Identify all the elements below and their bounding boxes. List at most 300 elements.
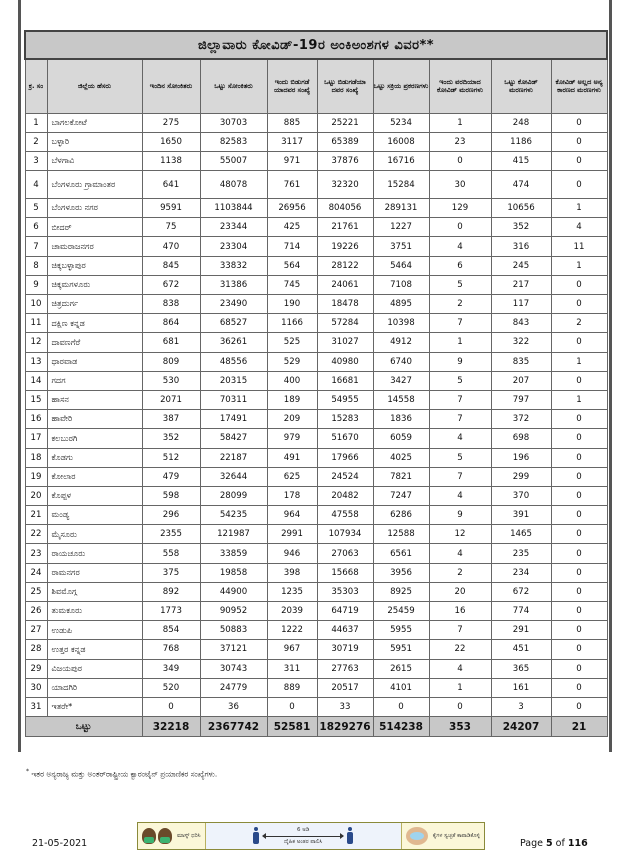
data-cell: 16681 — [317, 371, 373, 390]
row-serial: 5 — [25, 199, 47, 218]
data-cell: 0 — [429, 697, 491, 716]
table-row — [25, 506, 607, 525]
data-cell: 835 — [491, 352, 551, 371]
table-row — [25, 113, 607, 132]
row-serial: 29 — [25, 659, 47, 678]
data-cell: 4 — [551, 218, 607, 237]
data-cell: 564 — [267, 256, 317, 275]
data-cell: 0 — [429, 151, 491, 170]
data-cell: 296 — [142, 506, 200, 525]
data-cell: 20482 — [317, 486, 373, 505]
district-name: ಬಳ್ಳಾರಿ — [47, 132, 142, 151]
data-cell: 16008 — [373, 132, 429, 151]
data-cell: 17966 — [317, 448, 373, 467]
table-row — [25, 151, 607, 170]
data-cell: 0 — [551, 640, 607, 659]
data-cell: 17491 — [200, 410, 267, 429]
column-header-5: ಒಟ್ಟು ಬಿಡುಗಡೆಯಾ ದವರ ಸಂಖ್ಯೆ — [317, 59, 373, 113]
data-cell: 804056 — [317, 199, 373, 218]
data-cell: 18478 — [317, 295, 373, 314]
data-cell: 70311 — [200, 390, 267, 409]
table-row — [25, 544, 607, 563]
data-cell: 10398 — [373, 314, 429, 333]
data-cell: 0 — [551, 659, 607, 678]
data-cell: 0 — [267, 697, 317, 716]
data-cell: 0 — [551, 151, 607, 170]
district-name: ಚಿತ್ರದುರ್ಗ — [47, 295, 142, 314]
data-cell: 0 — [551, 544, 607, 563]
data-cell: 20 — [429, 582, 491, 601]
data-cell: 479 — [142, 467, 200, 486]
data-cell: 25221 — [317, 113, 373, 132]
table-row — [25, 582, 607, 601]
data-cell: 48556 — [200, 352, 267, 371]
data-cell: 54235 — [200, 506, 267, 525]
data-cell: 1 — [551, 199, 607, 218]
data-cell: 25459 — [373, 602, 429, 621]
total-cell: 514238 — [373, 717, 429, 737]
row-serial: 15 — [25, 390, 47, 409]
district-name: ಕೋಲಾರ — [47, 467, 142, 486]
page-number — [520, 838, 588, 849]
data-cell: 48078 — [200, 171, 267, 199]
data-cell: 234 — [491, 563, 551, 582]
data-cell: 33 — [317, 697, 373, 716]
data-cell: 0 — [551, 621, 607, 640]
data-cell: 512 — [142, 448, 200, 467]
column-header-6: ಒಟ್ಟು ಸಕ್ರಿಯ ಪ್ರಕರಣಗಳು — [373, 59, 429, 113]
table-row — [25, 697, 607, 716]
data-cell: 11 — [551, 237, 607, 256]
data-cell: 37876 — [317, 151, 373, 170]
data-cell: 7 — [429, 410, 491, 429]
data-cell: 1186 — [491, 132, 551, 151]
row-serial: 20 — [25, 486, 47, 505]
district-name: ಇತರೇ* — [47, 697, 142, 716]
data-cell: 65389 — [317, 132, 373, 151]
data-cell: 57284 — [317, 314, 373, 333]
data-cell: 27763 — [317, 659, 373, 678]
data-cell: 0 — [551, 333, 607, 352]
data-cell: 979 — [267, 429, 317, 448]
data-cell: 40980 — [317, 352, 373, 371]
district-name: ಶಿವಮೊಗ್ಗ — [47, 582, 142, 601]
data-cell: 196 — [491, 448, 551, 467]
total-cell: 353 — [429, 717, 491, 737]
table-row — [25, 390, 607, 409]
data-cell: 10656 — [491, 199, 551, 218]
district-name: ಬೆಂಗಳೂರು ನಗರ — [47, 199, 142, 218]
district-name: ದಾವಣಗೆರೆ — [47, 333, 142, 352]
data-cell: 27063 — [317, 544, 373, 563]
data-cell: 520 — [142, 678, 200, 697]
data-cell: 0 — [551, 132, 607, 151]
data-cell: 248 — [491, 113, 551, 132]
district-name: ರಾಯಚೂರು — [47, 544, 142, 563]
district-name: ವಿಜಯಪುರ — [47, 659, 142, 678]
data-cell: 82583 — [200, 132, 267, 151]
data-cell: 1103844 — [200, 199, 267, 218]
data-cell: 4912 — [373, 333, 429, 352]
column-header-4: ಇಂದು ಬಿಡುಗಡೆ ಯಾದವರ ಸಂಖ್ಯೆ — [267, 59, 317, 113]
data-cell: 7 — [429, 467, 491, 486]
data-cell: 23490 — [200, 295, 267, 314]
data-cell: 207 — [491, 371, 551, 390]
data-cell: 24524 — [317, 467, 373, 486]
data-cell: 387 — [142, 410, 200, 429]
data-cell: 845 — [142, 256, 200, 275]
safety-banner — [137, 822, 485, 850]
data-cell: 190 — [267, 295, 317, 314]
column-header-0: ಕ್ರ. ಸಂ — [25, 59, 47, 113]
data-cell: 117 — [491, 295, 551, 314]
data-cell: 1222 — [267, 621, 317, 640]
data-cell: 1138 — [142, 151, 200, 170]
total-cell: 21 — [551, 717, 607, 737]
data-cell: 4025 — [373, 448, 429, 467]
mask-segment — [138, 823, 205, 849]
district-name: ಬೀದರ್ — [47, 218, 142, 237]
table-row — [25, 256, 607, 275]
masked-faces-icon — [142, 828, 156, 844]
person-icon — [252, 827, 260, 845]
table-row — [25, 563, 607, 582]
data-cell: 0 — [551, 602, 607, 621]
district-name: ಉತ್ತರ ಕನ್ನಡ — [47, 640, 142, 659]
page-prefix: Page — [520, 838, 547, 849]
data-cell: 0 — [551, 563, 607, 582]
data-cell: 20517 — [317, 678, 373, 697]
district-name: ಹಾವೇರಿ — [47, 410, 142, 429]
district-name: ಉಡುಪಿ — [47, 621, 142, 640]
data-cell: 2071 — [142, 390, 200, 409]
data-cell: 4 — [429, 237, 491, 256]
data-cell: 2615 — [373, 659, 429, 678]
data-cell: 0 — [551, 429, 607, 448]
data-cell: 4 — [429, 659, 491, 678]
data-cell: 161 — [491, 678, 551, 697]
data-cell: 5 — [429, 275, 491, 294]
data-cell: 5951 — [373, 640, 429, 659]
district-name: ಮಂಡ್ಯ — [47, 506, 142, 525]
data-cell: 4101 — [373, 678, 429, 697]
data-cell: 9591 — [142, 199, 200, 218]
table-row — [25, 678, 607, 697]
district-name: ಕೊಪ್ಪಳ — [47, 486, 142, 505]
hands-segment — [402, 823, 484, 849]
data-cell: 23344 — [200, 218, 267, 237]
data-cell: 349 — [142, 659, 200, 678]
total-row — [25, 717, 607, 737]
data-cell: 217 — [491, 275, 551, 294]
page-total: 116 — [567, 838, 588, 849]
data-cell: 415 — [491, 151, 551, 170]
total-label: ಒಟ್ಟು — [25, 717, 142, 737]
data-cell: 1836 — [373, 410, 429, 429]
district-name: ಕೊಡಗು — [47, 448, 142, 467]
data-cell: 24779 — [200, 678, 267, 697]
data-cell: 5 — [429, 448, 491, 467]
data-cell: 15284 — [373, 171, 429, 199]
data-cell: 0 — [551, 506, 607, 525]
page-current: 5 — [546, 838, 553, 849]
district-name: ತುಮಕೂರು — [47, 602, 142, 621]
data-cell: 44900 — [200, 582, 267, 601]
table-row — [25, 525, 607, 544]
data-cell: 15283 — [317, 410, 373, 429]
row-serial: 12 — [25, 333, 47, 352]
row-serial: 1 — [25, 113, 47, 132]
hands-text: ಕೈಗಳ ಸ್ವಚ್ಛತೆ ಕಾಪಾಡಿಕೊಳ್ಳಿ — [432, 832, 480, 839]
district-name: ದಕ್ಷಿಣ ಕನ್ನಡ — [47, 314, 142, 333]
data-cell: 0 — [551, 410, 607, 429]
data-cell: 30 — [429, 171, 491, 199]
data-cell: 31386 — [200, 275, 267, 294]
data-cell: 1773 — [142, 602, 200, 621]
data-cell: 275 — [142, 113, 200, 132]
total-cell: 2367742 — [200, 717, 267, 737]
district-name: ಕಲಬುರಗಿ — [47, 429, 142, 448]
data-cell: 90952 — [200, 602, 267, 621]
column-header-8: ಒಟ್ಟು ಕೋವಿಡ್ ಮರಣಗಳು — [491, 59, 551, 113]
data-cell: 2991 — [267, 525, 317, 544]
row-serial: 16 — [25, 410, 47, 429]
data-cell: 16 — [429, 602, 491, 621]
table-row — [25, 218, 607, 237]
mask-text: ಮಾಸ್ಕ್ ಧರಿಸಿ — [177, 832, 201, 839]
data-cell: 55007 — [200, 151, 267, 170]
data-cell: 1 — [429, 113, 491, 132]
data-cell: 864 — [142, 314, 200, 333]
data-cell: 1227 — [373, 218, 429, 237]
district-name: ಬೆಂಗಳೂರು ಗ್ರಾಮಾಂತರ — [47, 171, 142, 199]
data-cell: 714 — [267, 237, 317, 256]
data-cell: 0 — [551, 678, 607, 697]
data-cell: 35303 — [317, 582, 373, 601]
data-cell: 0 — [142, 697, 200, 716]
distance-segment — [205, 823, 402, 849]
data-cell: 529 — [267, 352, 317, 371]
data-cell: 6286 — [373, 506, 429, 525]
data-cell: 4 — [429, 429, 491, 448]
row-serial: 26 — [25, 602, 47, 621]
data-cell: 37121 — [200, 640, 267, 659]
data-cell: 51670 — [317, 429, 373, 448]
row-serial: 10 — [25, 295, 47, 314]
row-serial: 14 — [25, 371, 47, 390]
row-serial: 25 — [25, 582, 47, 601]
row-serial: 9 — [25, 275, 47, 294]
row-serial: 8 — [25, 256, 47, 275]
data-cell: 23 — [429, 132, 491, 151]
table-row — [25, 171, 607, 199]
data-cell: 3956 — [373, 563, 429, 582]
table-row — [25, 621, 607, 640]
data-cell: 121987 — [200, 525, 267, 544]
column-header-7: ಇಂದು ವರದಿಯಾದ ಕೋವಿಡ್ ಮರಣಗಳು — [429, 59, 491, 113]
data-cell: 451 — [491, 640, 551, 659]
data-cell: 0 — [551, 113, 607, 132]
table-row — [25, 132, 607, 151]
data-cell: 7 — [429, 314, 491, 333]
data-cell: 32320 — [317, 171, 373, 199]
data-cell: 26956 — [267, 199, 317, 218]
data-cell: 2 — [429, 563, 491, 582]
district-covid-table — [24, 30, 608, 737]
total-cell: 52581 — [267, 717, 317, 737]
table-row — [25, 410, 607, 429]
data-cell: 971 — [267, 151, 317, 170]
data-cell: 681 — [142, 333, 200, 352]
table-row — [25, 199, 607, 218]
data-cell: 885 — [267, 113, 317, 132]
row-serial: 7 — [25, 237, 47, 256]
data-cell: 54955 — [317, 390, 373, 409]
data-cell: 64719 — [317, 602, 373, 621]
data-cell: 0 — [551, 371, 607, 390]
data-cell: 299 — [491, 467, 551, 486]
footnote-mark: * — [26, 768, 29, 775]
data-cell: 129 — [429, 199, 491, 218]
data-cell: 7 — [429, 390, 491, 409]
row-serial: 28 — [25, 640, 47, 659]
district-name: ಗದಗ — [47, 371, 142, 390]
table-row — [25, 352, 607, 371]
data-cell: 19226 — [317, 237, 373, 256]
data-cell: 375 — [142, 563, 200, 582]
data-cell: 44637 — [317, 621, 373, 640]
data-cell: 12 — [429, 525, 491, 544]
data-cell: 2355 — [142, 525, 200, 544]
data-cell: 7 — [429, 621, 491, 640]
data-cell: 58427 — [200, 429, 267, 448]
data-cell: 641 — [142, 171, 200, 199]
row-serial: 4 — [25, 171, 47, 199]
data-cell: 4 — [429, 486, 491, 505]
data-cell: 0 — [551, 171, 607, 199]
data-cell: 425 — [267, 218, 317, 237]
data-cell: 245 — [491, 256, 551, 275]
data-cell: 289131 — [373, 199, 429, 218]
data-cell: 7247 — [373, 486, 429, 505]
column-header-9: ಕೋವಿಡ್ ಅಲ್ಲದ ಅನ್ಯ ಕಾರಣದ ಮರಣಗಳು — [551, 59, 607, 113]
data-cell: 9 — [429, 506, 491, 525]
data-cell: 0 — [551, 448, 607, 467]
data-cell: 19858 — [200, 563, 267, 582]
data-cell: 967 — [267, 640, 317, 659]
data-cell: 0 — [551, 467, 607, 486]
data-cell: 400 — [267, 371, 317, 390]
footnote-text: ಇತರ ಅನ್ಯರಾಜ್ಯ ಮತ್ತು ಅಂತರ್‌ರಾಷ್ಟ್ರೀಯ ಕ್ವಾರಂಟೈನ್ ಪ್ರಯಾಣಿಕರ ಸಂಖ್ಯೆಗಳು. — [31, 769, 218, 779]
table-row — [25, 314, 607, 333]
data-cell: 2 — [429, 295, 491, 314]
data-cell: 1 — [429, 678, 491, 697]
row-serial: 22 — [25, 525, 47, 544]
data-cell: 1 — [551, 390, 607, 409]
table-row — [25, 486, 607, 505]
data-cell: 209 — [267, 410, 317, 429]
row-serial: 24 — [25, 563, 47, 582]
distance-arrow — [263, 827, 343, 846]
title-row — [25, 31, 607, 59]
data-cell: 178 — [267, 486, 317, 505]
data-cell: 6740 — [373, 352, 429, 371]
data-cell: 6 — [429, 256, 491, 275]
table-row — [25, 429, 607, 448]
data-cell: 745 — [267, 275, 317, 294]
data-cell: 768 — [142, 640, 200, 659]
district-name: ಚಾಮರಾಜನಗರ — [47, 237, 142, 256]
data-cell: 946 — [267, 544, 317, 563]
footnote — [26, 768, 217, 779]
data-cell: 0 — [551, 486, 607, 505]
data-cell: 75 — [142, 218, 200, 237]
data-cell: 365 — [491, 659, 551, 678]
data-cell: 30703 — [200, 113, 267, 132]
data-cell: 558 — [142, 544, 200, 563]
data-cell: 21761 — [317, 218, 373, 237]
covid-table-container — [24, 30, 606, 737]
data-cell: 370 — [491, 486, 551, 505]
row-serial: 30 — [25, 678, 47, 697]
data-cell: 0 — [551, 295, 607, 314]
data-cell: 4895 — [373, 295, 429, 314]
data-cell: 889 — [267, 678, 317, 697]
data-cell: 68527 — [200, 314, 267, 333]
data-cell: 1 — [551, 352, 607, 371]
data-cell: 36 — [200, 697, 267, 716]
row-serial: 11 — [25, 314, 47, 333]
data-cell: 4 — [429, 544, 491, 563]
data-cell: 47558 — [317, 506, 373, 525]
row-serial: 2 — [25, 132, 47, 151]
data-cell: 15668 — [317, 563, 373, 582]
data-cell: 7108 — [373, 275, 429, 294]
table-row — [25, 333, 607, 352]
data-cell: 398 — [267, 563, 317, 582]
data-cell: 774 — [491, 602, 551, 621]
data-cell: 9 — [429, 352, 491, 371]
data-cell: 12588 — [373, 525, 429, 544]
data-cell: 761 — [267, 171, 317, 199]
district-name: ರಾಮನಗರ — [47, 563, 142, 582]
data-cell: 6561 — [373, 544, 429, 563]
district-name: ಬೆಳಗಾವಿ — [47, 151, 142, 170]
data-cell: 838 — [142, 295, 200, 314]
row-serial: 31 — [25, 697, 47, 716]
data-cell: 5464 — [373, 256, 429, 275]
data-cell: 3751 — [373, 237, 429, 256]
row-serial: 13 — [25, 352, 47, 371]
hand-wash-icon — [406, 827, 428, 845]
data-cell: 50883 — [200, 621, 267, 640]
data-cell: 352 — [491, 218, 551, 237]
data-cell: 372 — [491, 410, 551, 429]
total-cell: 1829276 — [317, 717, 373, 737]
column-header-1: ಜಿಲ್ಲೆಯ ಹೆಸರು — [47, 59, 142, 113]
district-name: ಮೈಸೂರು — [47, 525, 142, 544]
data-cell: 5234 — [373, 113, 429, 132]
data-cell: 235 — [491, 544, 551, 563]
data-cell: 797 — [491, 390, 551, 409]
data-cell: 0 — [551, 582, 607, 601]
data-cell: 311 — [267, 659, 317, 678]
data-cell: 809 — [142, 352, 200, 371]
data-cell: 1 — [429, 333, 491, 352]
row-serial: 3 — [25, 151, 47, 170]
data-cell: 20315 — [200, 371, 267, 390]
data-cell: 3 — [491, 697, 551, 716]
